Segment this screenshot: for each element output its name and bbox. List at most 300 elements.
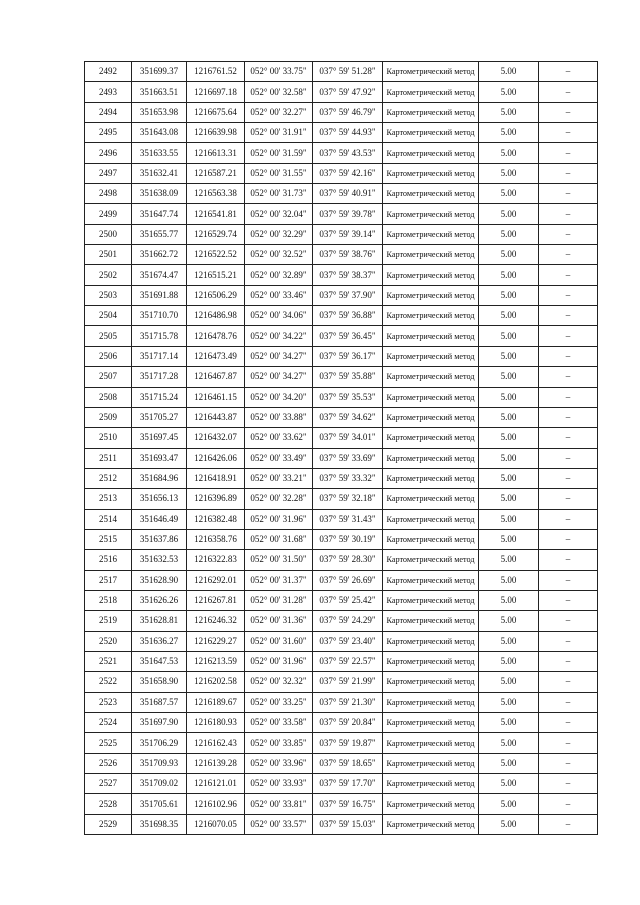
- longitude-cell: 037° 59' 36.88": [313, 306, 383, 326]
- precision-cell: 5.00: [479, 651, 539, 671]
- precision-cell: 5.00: [479, 387, 539, 407]
- precision-cell: 5.00: [479, 509, 539, 529]
- table-row: [85, 346, 598, 366]
- empty-dash-cell: –: [539, 509, 598, 529]
- y-coordinate-cell: 1216246.32: [187, 611, 245, 631]
- table-row: [85, 428, 598, 448]
- point-number-cell: 2518: [85, 590, 132, 610]
- table-row: [85, 407, 598, 427]
- method-cell: Картометрический метод: [383, 448, 479, 468]
- method-cell: Картометрический метод: [383, 509, 479, 529]
- table-row: [85, 184, 598, 204]
- precision-cell: 5.00: [479, 326, 539, 346]
- longitude-cell: 037° 59' 44.93": [313, 123, 383, 143]
- method-cell: Картометрический метод: [383, 306, 479, 326]
- point-number-cell: 2525: [85, 733, 132, 753]
- latitude-cell: 052° 00' 31.60": [245, 631, 313, 651]
- point-number-cell: 2496: [85, 143, 132, 163]
- longitude-cell: 037° 59' 38.37": [313, 265, 383, 285]
- longitude-cell: 037° 59' 33.69": [313, 448, 383, 468]
- method-cell: Картометрический метод: [383, 163, 479, 183]
- x-coordinate-cell: 351638.09: [132, 184, 187, 204]
- longitude-cell: 037° 59' 25.42": [313, 590, 383, 610]
- table-row: [85, 794, 598, 814]
- longitude-cell: 037° 59' 24.29": [313, 611, 383, 631]
- latitude-cell: 052° 00' 33.96": [245, 753, 313, 773]
- empty-dash-cell: –: [539, 265, 598, 285]
- latitude-cell: 052° 00' 33.93": [245, 774, 313, 794]
- y-coordinate-cell: 1216322.83: [187, 550, 245, 570]
- longitude-cell: 037° 59' 31.43": [313, 509, 383, 529]
- table-row: [85, 692, 598, 712]
- x-coordinate-cell: 351626.26: [132, 590, 187, 610]
- latitude-cell: 052° 00' 34.27": [245, 346, 313, 366]
- latitude-cell: 052° 00' 33.81": [245, 794, 313, 814]
- longitude-cell: 037° 59' 34.62": [313, 407, 383, 427]
- x-coordinate-cell: 351687.57: [132, 692, 187, 712]
- y-coordinate-cell: 1216478.76: [187, 326, 245, 346]
- y-coordinate-cell: 1216229.27: [187, 631, 245, 651]
- precision-cell: 5.00: [479, 204, 539, 224]
- y-coordinate-cell: 1216515.21: [187, 265, 245, 285]
- latitude-cell: 052° 00' 33.21": [245, 468, 313, 488]
- latitude-cell: 052° 00' 34.22": [245, 326, 313, 346]
- precision-cell: 5.00: [479, 631, 539, 651]
- precision-cell: 5.00: [479, 672, 539, 692]
- table-row: [85, 245, 598, 265]
- empty-dash-cell: –: [539, 224, 598, 244]
- method-cell: Картометрический метод: [383, 651, 479, 671]
- y-coordinate-cell: 1216139.28: [187, 753, 245, 773]
- y-coordinate-cell: 1216396.89: [187, 489, 245, 509]
- longitude-cell: 037° 59' 21.99": [313, 672, 383, 692]
- precision-cell: 5.00: [479, 692, 539, 712]
- table-row: [85, 468, 598, 488]
- longitude-cell: 037° 59' 43.53": [313, 143, 383, 163]
- y-coordinate-cell: 1216522.52: [187, 245, 245, 265]
- empty-dash-cell: –: [539, 326, 598, 346]
- x-coordinate-cell: 351643.08: [132, 123, 187, 143]
- y-coordinate-cell: 1216587.21: [187, 163, 245, 183]
- longitude-cell: 037° 59' 32.18": [313, 489, 383, 509]
- longitude-cell: 037° 59' 42.16": [313, 163, 383, 183]
- latitude-cell: 052° 00' 33.62": [245, 428, 313, 448]
- precision-cell: 5.00: [479, 82, 539, 102]
- latitude-cell: 052° 00' 33.58": [245, 713, 313, 733]
- x-coordinate-cell: 351705.27: [132, 407, 187, 427]
- y-coordinate-cell: 1216461.15: [187, 387, 245, 407]
- table-row: [85, 306, 598, 326]
- point-number-cell: 2517: [85, 570, 132, 590]
- latitude-cell: 052° 00' 31.28": [245, 590, 313, 610]
- x-coordinate-cell: 351628.90: [132, 570, 187, 590]
- table-row: [85, 631, 598, 651]
- empty-dash-cell: –: [539, 550, 598, 570]
- empty-dash-cell: –: [539, 529, 598, 549]
- method-cell: Картометрический метод: [383, 550, 479, 570]
- x-coordinate-cell: 351674.47: [132, 265, 187, 285]
- empty-dash-cell: –: [539, 692, 598, 712]
- latitude-cell: 052° 00' 33.88": [245, 407, 313, 427]
- point-number-cell: 2497: [85, 163, 132, 183]
- precision-cell: 5.00: [479, 62, 539, 82]
- table-row: [85, 143, 598, 163]
- empty-dash-cell: –: [539, 62, 598, 82]
- latitude-cell: 052° 00' 31.59": [245, 143, 313, 163]
- method-cell: Картометрический метод: [383, 123, 479, 143]
- longitude-cell: 037° 59' 20.84": [313, 713, 383, 733]
- table-body: [85, 62, 598, 835]
- x-coordinate-cell: 351656.13: [132, 489, 187, 509]
- point-number-cell: 2512: [85, 468, 132, 488]
- point-number-cell: 2522: [85, 672, 132, 692]
- table-row: [85, 814, 598, 834]
- empty-dash-cell: –: [539, 123, 598, 143]
- x-coordinate-cell: 351647.74: [132, 204, 187, 224]
- longitude-cell: 037° 59' 17.70": [313, 774, 383, 794]
- x-coordinate-cell: 351715.78: [132, 326, 187, 346]
- table-row: [85, 550, 598, 570]
- empty-dash-cell: –: [539, 651, 598, 671]
- method-cell: Картометрический метод: [383, 184, 479, 204]
- latitude-cell: 052° 00' 32.89": [245, 265, 313, 285]
- latitude-cell: 052° 00' 33.49": [245, 448, 313, 468]
- point-number-cell: 2515: [85, 529, 132, 549]
- latitude-cell: 052° 00' 31.55": [245, 163, 313, 183]
- x-coordinate-cell: 351715.24: [132, 387, 187, 407]
- y-coordinate-cell: 1216467.87: [187, 367, 245, 387]
- method-cell: Картометрический метод: [383, 82, 479, 102]
- latitude-cell: 052° 00' 31.68": [245, 529, 313, 549]
- table-row: [85, 570, 598, 590]
- precision-cell: 5.00: [479, 733, 539, 753]
- y-coordinate-cell: 1216102.96: [187, 794, 245, 814]
- x-coordinate-cell: 351653.98: [132, 102, 187, 122]
- table-row: [85, 529, 598, 549]
- method-cell: Картометрический метод: [383, 326, 479, 346]
- table-row: [85, 590, 598, 610]
- y-coordinate-cell: 1216418.91: [187, 468, 245, 488]
- precision-cell: 5.00: [479, 306, 539, 326]
- precision-cell: 5.00: [479, 713, 539, 733]
- y-coordinate-cell: 1216563.38: [187, 184, 245, 204]
- method-cell: Картометрический метод: [383, 367, 479, 387]
- longitude-cell: 037° 59' 15.03": [313, 814, 383, 834]
- longitude-cell: 037° 59' 40.91": [313, 184, 383, 204]
- x-coordinate-cell: 351706.29: [132, 733, 187, 753]
- y-coordinate-cell: 1216432.07: [187, 428, 245, 448]
- y-coordinate-cell: 1216267.81: [187, 590, 245, 610]
- precision-cell: 5.00: [479, 468, 539, 488]
- point-number-cell: 2502: [85, 265, 132, 285]
- method-cell: Картометрический метод: [383, 143, 479, 163]
- point-number-cell: 2500: [85, 224, 132, 244]
- latitude-cell: 052° 00' 34.20": [245, 387, 313, 407]
- table-row: [85, 733, 598, 753]
- precision-cell: 5.00: [479, 265, 539, 285]
- point-number-cell: 2499: [85, 204, 132, 224]
- empty-dash-cell: –: [539, 163, 598, 183]
- y-coordinate-cell: 1216202.58: [187, 672, 245, 692]
- table-row: [85, 204, 598, 224]
- x-coordinate-cell: 351636.27: [132, 631, 187, 651]
- precision-cell: 5.00: [479, 753, 539, 773]
- longitude-cell: 037° 59' 36.17": [313, 346, 383, 366]
- table-row: [85, 102, 598, 122]
- method-cell: Картометрический метод: [383, 102, 479, 122]
- method-cell: Картометрический метод: [383, 774, 479, 794]
- latitude-cell: 052° 00' 32.58": [245, 82, 313, 102]
- point-number-cell: 2514: [85, 509, 132, 529]
- x-coordinate-cell: 351647.53: [132, 651, 187, 671]
- longitude-cell: 037° 59' 39.14": [313, 224, 383, 244]
- longitude-cell: 037° 59' 22.57": [313, 651, 383, 671]
- table-row: [85, 326, 598, 346]
- y-coordinate-cell: 1216358.76: [187, 529, 245, 549]
- point-number-cell: 2501: [85, 245, 132, 265]
- x-coordinate-cell: 351709.93: [132, 753, 187, 773]
- latitude-cell: 052° 00' 31.50": [245, 550, 313, 570]
- empty-dash-cell: –: [539, 590, 598, 610]
- longitude-cell: 037° 59' 37.90": [313, 285, 383, 305]
- precision-cell: 5.00: [479, 367, 539, 387]
- latitude-cell: 052° 00' 33.25": [245, 692, 313, 712]
- method-cell: Картометрический метод: [383, 590, 479, 610]
- latitude-cell: 052° 00' 32.52": [245, 245, 313, 265]
- point-number-cell: 2519: [85, 611, 132, 631]
- precision-cell: 5.00: [479, 143, 539, 163]
- latitude-cell: 052° 00' 31.37": [245, 570, 313, 590]
- empty-dash-cell: –: [539, 733, 598, 753]
- table-row: [85, 448, 598, 468]
- longitude-cell: 037° 59' 35.53": [313, 387, 383, 407]
- empty-dash-cell: –: [539, 387, 598, 407]
- precision-cell: 5.00: [479, 102, 539, 122]
- latitude-cell: 052° 00' 32.27": [245, 102, 313, 122]
- y-coordinate-cell: 1216697.18: [187, 82, 245, 102]
- x-coordinate-cell: 351698.35: [132, 814, 187, 834]
- method-cell: Картометрический метод: [383, 407, 479, 427]
- longitude-cell: 037° 59' 47.92": [313, 82, 383, 102]
- method-cell: Картометрический метод: [383, 285, 479, 305]
- table-row: [85, 489, 598, 509]
- point-number-cell: 2520: [85, 631, 132, 651]
- table-row: [85, 224, 598, 244]
- method-cell: Картометрический метод: [383, 611, 479, 631]
- longitude-cell: 037° 59' 34.01": [313, 428, 383, 448]
- precision-cell: 5.00: [479, 428, 539, 448]
- y-coordinate-cell: 1216529.74: [187, 224, 245, 244]
- point-number-cell: 2503: [85, 285, 132, 305]
- precision-cell: 5.00: [479, 550, 539, 570]
- empty-dash-cell: –: [539, 631, 598, 651]
- method-cell: Картометрический метод: [383, 346, 479, 366]
- method-cell: Картометрический метод: [383, 631, 479, 651]
- longitude-cell: 037° 59' 16.75": [313, 794, 383, 814]
- longitude-cell: 037° 59' 35.88": [313, 367, 383, 387]
- point-number-cell: 2529: [85, 814, 132, 834]
- longitude-cell: 037° 59' 38.76": [313, 245, 383, 265]
- x-coordinate-cell: 351662.72: [132, 245, 187, 265]
- table-row: [85, 509, 598, 529]
- point-number-cell: 2495: [85, 123, 132, 143]
- latitude-cell: 052° 00' 33.75": [245, 62, 313, 82]
- x-coordinate-cell: 351699.37: [132, 62, 187, 82]
- y-coordinate-cell: 1216486.98: [187, 306, 245, 326]
- y-coordinate-cell: 1216162.43: [187, 733, 245, 753]
- table-row: [85, 285, 598, 305]
- method-cell: Картометрический метод: [383, 204, 479, 224]
- x-coordinate-cell: 351705.61: [132, 794, 187, 814]
- y-coordinate-cell: 1216639.98: [187, 123, 245, 143]
- y-coordinate-cell: 1216761.52: [187, 62, 245, 82]
- precision-cell: 5.00: [479, 346, 539, 366]
- method-cell: Картометрический метод: [383, 814, 479, 834]
- x-coordinate-cell: 351633.55: [132, 143, 187, 163]
- method-cell: Картометрический метод: [383, 428, 479, 448]
- precision-cell: 5.00: [479, 570, 539, 590]
- empty-dash-cell: –: [539, 489, 598, 509]
- precision-cell: 5.00: [479, 123, 539, 143]
- y-coordinate-cell: 1216426.06: [187, 448, 245, 468]
- longitude-cell: 037° 59' 18.65": [313, 753, 383, 773]
- y-coordinate-cell: 1216070.05: [187, 814, 245, 834]
- y-coordinate-cell: 1216180.93: [187, 713, 245, 733]
- point-number-cell: 2528: [85, 794, 132, 814]
- longitude-cell: 037° 59' 51.28": [313, 62, 383, 82]
- latitude-cell: 052° 00' 31.73": [245, 184, 313, 204]
- precision-cell: 5.00: [479, 245, 539, 265]
- point-number-cell: 2526: [85, 753, 132, 773]
- point-number-cell: 2521: [85, 651, 132, 671]
- table-row: [85, 713, 598, 733]
- point-number-cell: 2524: [85, 713, 132, 733]
- x-coordinate-cell: 351684.96: [132, 468, 187, 488]
- latitude-cell: 052° 00' 33.57": [245, 814, 313, 834]
- empty-dash-cell: –: [539, 204, 598, 224]
- latitude-cell: 052° 00' 34.06": [245, 306, 313, 326]
- method-cell: Картометрический метод: [383, 489, 479, 509]
- method-cell: Картометрический метод: [383, 794, 479, 814]
- empty-dash-cell: –: [539, 82, 598, 102]
- empty-dash-cell: –: [539, 753, 598, 773]
- precision-cell: 5.00: [479, 184, 539, 204]
- empty-dash-cell: –: [539, 814, 598, 834]
- latitude-cell: 052° 00' 31.96": [245, 651, 313, 671]
- method-cell: Картометрический метод: [383, 713, 479, 733]
- precision-cell: 5.00: [479, 590, 539, 610]
- y-coordinate-cell: 1216443.87: [187, 407, 245, 427]
- y-coordinate-cell: 1216675.64: [187, 102, 245, 122]
- method-cell: Картометрический метод: [383, 733, 479, 753]
- x-coordinate-cell: 351717.14: [132, 346, 187, 366]
- x-coordinate-cell: 351628.81: [132, 611, 187, 631]
- latitude-cell: 052° 00' 33.85": [245, 733, 313, 753]
- precision-cell: 5.00: [479, 224, 539, 244]
- empty-dash-cell: –: [539, 428, 598, 448]
- y-coordinate-cell: 1216613.31: [187, 143, 245, 163]
- latitude-cell: 052° 00' 31.91": [245, 123, 313, 143]
- table-row: [85, 367, 598, 387]
- table-row: [85, 163, 598, 183]
- method-cell: Картометрический метод: [383, 224, 479, 244]
- longitude-cell: 037° 59' 30.19": [313, 529, 383, 549]
- y-coordinate-cell: 1216382.48: [187, 509, 245, 529]
- latitude-cell: 052° 00' 32.28": [245, 489, 313, 509]
- empty-dash-cell: –: [539, 672, 598, 692]
- longitude-cell: 037° 59' 36.45": [313, 326, 383, 346]
- x-coordinate-cell: 351697.45: [132, 428, 187, 448]
- empty-dash-cell: –: [539, 102, 598, 122]
- point-number-cell: 2523: [85, 692, 132, 712]
- table-row: [85, 387, 598, 407]
- x-coordinate-cell: 351646.49: [132, 509, 187, 529]
- table-row: [85, 265, 598, 285]
- empty-dash-cell: –: [539, 346, 598, 366]
- point-number-cell: 2516: [85, 550, 132, 570]
- longitude-cell: 037° 59' 33.32": [313, 468, 383, 488]
- x-coordinate-cell: 351710.70: [132, 306, 187, 326]
- point-number-cell: 2504: [85, 306, 132, 326]
- method-cell: Картометрический метод: [383, 570, 479, 590]
- longitude-cell: 037° 59' 39.78": [313, 204, 383, 224]
- empty-dash-cell: –: [539, 611, 598, 631]
- method-cell: Картометрический метод: [383, 387, 479, 407]
- x-coordinate-cell: 351693.47: [132, 448, 187, 468]
- longitude-cell: 037° 59' 21.30": [313, 692, 383, 712]
- latitude-cell: 052° 00' 32.04": [245, 204, 313, 224]
- longitude-cell: 037° 59' 26.69": [313, 570, 383, 590]
- precision-cell: 5.00: [479, 489, 539, 509]
- latitude-cell: 052° 00' 32.29": [245, 224, 313, 244]
- method-cell: Картометрический метод: [383, 468, 479, 488]
- table-row: [85, 651, 598, 671]
- precision-cell: 5.00: [479, 814, 539, 834]
- empty-dash-cell: –: [539, 713, 598, 733]
- latitude-cell: 052° 00' 31.36": [245, 611, 313, 631]
- x-coordinate-cell: 351709.02: [132, 774, 187, 794]
- precision-cell: 5.00: [479, 285, 539, 305]
- empty-dash-cell: –: [539, 468, 598, 488]
- longitude-cell: 037° 59' 23.40": [313, 631, 383, 651]
- x-coordinate-cell: 351717.28: [132, 367, 187, 387]
- precision-cell: 5.00: [479, 774, 539, 794]
- point-number-cell: 2508: [85, 387, 132, 407]
- y-coordinate-cell: 1216473.49: [187, 346, 245, 366]
- coordinates-document: [84, 61, 598, 835]
- longitude-cell: 037° 59' 19.87": [313, 733, 383, 753]
- empty-dash-cell: –: [539, 306, 598, 326]
- precision-cell: 5.00: [479, 529, 539, 549]
- y-coordinate-cell: 1216506.29: [187, 285, 245, 305]
- empty-dash-cell: –: [539, 448, 598, 468]
- empty-dash-cell: –: [539, 774, 598, 794]
- coordinates-table: [84, 61, 598, 835]
- empty-dash-cell: –: [539, 794, 598, 814]
- method-cell: Картометрический метод: [383, 753, 479, 773]
- empty-dash-cell: –: [539, 245, 598, 265]
- y-coordinate-cell: 1216121.01: [187, 774, 245, 794]
- point-number-cell: 2511: [85, 448, 132, 468]
- table-row: [85, 62, 598, 82]
- longitude-cell: 037° 59' 28.30": [313, 550, 383, 570]
- table-row: [85, 753, 598, 773]
- y-coordinate-cell: 1216189.67: [187, 692, 245, 712]
- x-coordinate-cell: 351655.77: [132, 224, 187, 244]
- x-coordinate-cell: 351632.53: [132, 550, 187, 570]
- y-coordinate-cell: 1216541.81: [187, 204, 245, 224]
- point-number-cell: 2510: [85, 428, 132, 448]
